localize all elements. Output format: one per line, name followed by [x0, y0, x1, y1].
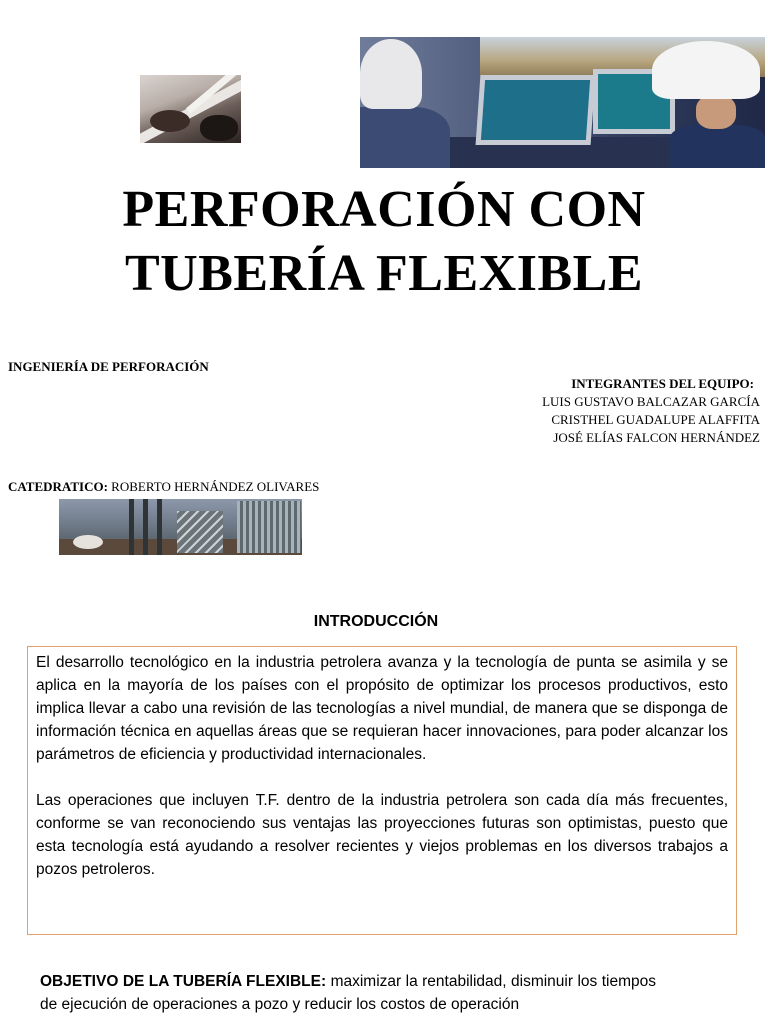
introduction-box: [27, 646, 737, 935]
professor-name: ROBERTO HERNÁNDEZ OLIVARES: [111, 479, 320, 494]
introduction-paragraph: Las operaciones que incluyen T.F. dentro de la industria petrolera son cada día más frecuentes, conforme se van reconociendo sus ventajas las proyecciones futuras son optimistas, puesto que esta tecnología está ayudando a resolver recientes y viejos problemas en los diversos trabajos a pozos petroleros.: [36, 792, 728, 878]
control-room-engineers-photo: [360, 37, 765, 168]
objective-paragraph: [40, 970, 656, 1016]
team-members-block: [542, 375, 760, 447]
introduction-paragraph: El desarrollo tecnológico en la industria petrolera avanza y la tecnología de punta se asimila y se aplica en la mayoría de los países con el propósito de optimizar los procesos productivos, esto implica llevar a cabo una revisión de las tecnologías a nivel mundial, de manera que se disponga de información técnica en aquellas áreas que se requieran hacer innovaciones, para poder alcanzar los parámetros de eficiencia y productividad internacionales.: [36, 654, 728, 763]
team-label: INTEGRANTES DEL EQUIPO:: [571, 376, 754, 391]
introduction-heading: INTRODUCCIÓN: [313, 613, 439, 630]
title-line-2: TUBERÍA FLEXIBLE: [124, 245, 644, 302]
team-member: LUIS GUSTAVO BALCAZAR GARCÍA: [542, 394, 760, 409]
title-line-1: PERFORACIÓN CON: [122, 181, 646, 238]
course-subject: INGENIERÍA DE PERFORACIÓN: [8, 359, 209, 374]
professor-line: [8, 478, 319, 496]
objective-label: OBJETIVO DE LA TUBERÍA FLEXIBLE:: [40, 973, 327, 990]
professor-label: CATEDRATICO:: [8, 479, 108, 494]
team-member: CRISTHEL GUADALUPE ALAFFITA: [551, 412, 760, 427]
objective-text: maximizar la rentabilidad, disminuir los tiempos de ejecución de operaciones a pozo y reducir los costos de operación: [40, 973, 656, 1013]
drilling-site-photo: [59, 499, 302, 555]
hose-handling-photo: [140, 75, 241, 143]
team-member: JOSÉ ELÍAS FALCON HERNÁNDEZ: [553, 430, 760, 445]
document-title: [0, 178, 768, 306]
